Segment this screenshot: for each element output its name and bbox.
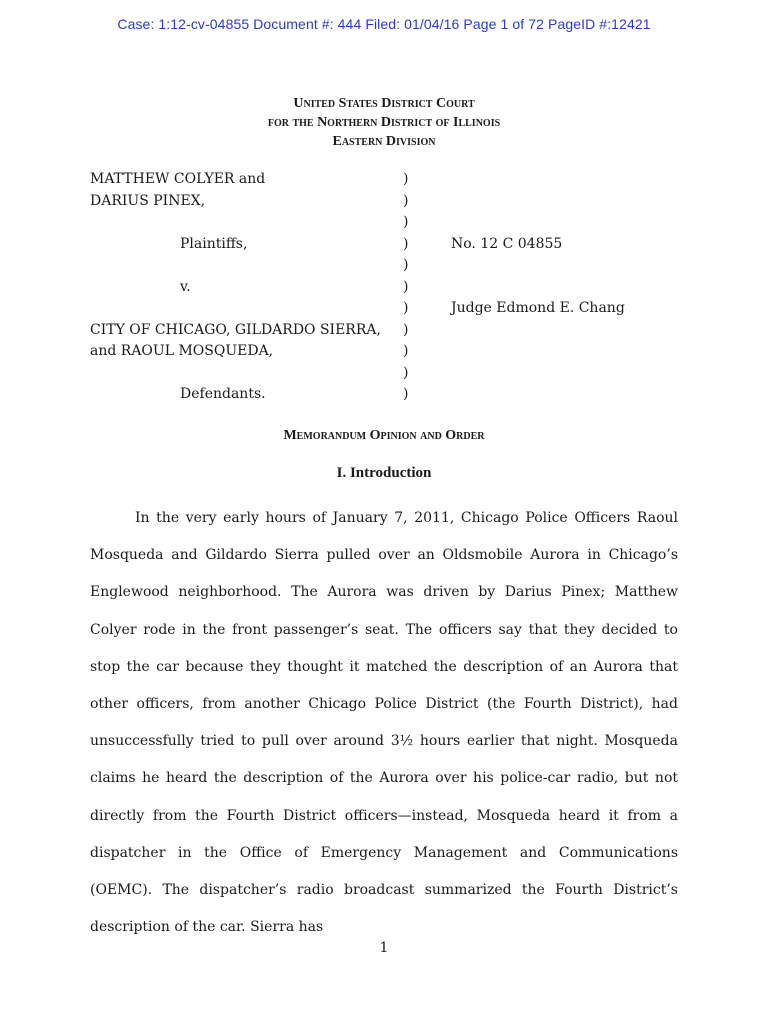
body-text bbox=[90, 500, 678, 946]
court-name-line: United States District Court bbox=[293, 96, 475, 111]
court-heading bbox=[0, 94, 768, 151]
caption-paren: ) bbox=[403, 343, 409, 359]
caption-line: Defendants. bbox=[180, 386, 266, 402]
caption-line: and RAOUL MOSQUEDA, bbox=[90, 343, 274, 359]
caption-line: CITY OF CHICAGO, GILDARDO SIERRA, bbox=[90, 321, 381, 338]
caption-paren: ) bbox=[403, 364, 409, 381]
caption-paren: ) bbox=[403, 235, 409, 252]
caption-paren-column bbox=[403, 169, 417, 406]
caption-line: DARIUS PINEX, bbox=[90, 192, 206, 209]
caption-paren: ) bbox=[403, 386, 409, 402]
caption-line bbox=[90, 298, 402, 320]
body-paragraph: In the very early hours of January 7, 2011, Chicago Police Officers Raoul Mosqueda and Gildardo Sierra pulled over an Oldsmobile Aurora in Chicago’s Englewood neighborhood. The Aurora was driven by Darius Pinex; Matthew Colyer rode in the front passenger’s seat. The officers say that they decided to stop the car because they thought it matched the description of an Aurora that other officers, from another Chicago Police District (the Fourth District), had unsuccessfully tried to pull over around 3½ hours earlier that night. Mosqueda claims he heard the description of the Aurora over his police-car radio, but not directly from the Fourth District officers—instead, Mosqueda heard it from a dispatcher in the Office of Emergency Management and Communications (OEMC). The dispatcher’s radio broadcast summarized the Fourth District’s description of the car. Sierra has bbox=[90, 510, 678, 936]
caption-line bbox=[90, 255, 402, 277]
judge-name: Judge Edmond E. Chang bbox=[451, 300, 625, 316]
caption-paren: ) bbox=[403, 321, 409, 338]
caption-parties bbox=[90, 169, 402, 406]
court-division-line: Eastern Division bbox=[332, 134, 436, 149]
caption-paren: ) bbox=[403, 278, 409, 295]
caption-line bbox=[90, 212, 402, 234]
caption-case-info bbox=[451, 169, 691, 320]
caption-paren: ) bbox=[403, 257, 409, 273]
caption-paren: ) bbox=[403, 214, 409, 230]
caption-paren: ) bbox=[403, 300, 409, 316]
document-title: Memorandum Opinion and Order bbox=[283, 428, 485, 443]
case-number: No. 12 C 04855 bbox=[451, 235, 563, 252]
section-heading: I. Introduction bbox=[336, 465, 432, 481]
case-caption bbox=[90, 169, 690, 409]
caption-line bbox=[90, 363, 402, 385]
page-number: 1 bbox=[379, 940, 389, 956]
caption-line: MATTHEW COLYER and bbox=[90, 171, 266, 187]
court-district-line: for the Northern District of Illinois bbox=[267, 115, 501, 130]
caption-paren: ) bbox=[403, 192, 409, 209]
caption-paren: ) bbox=[403, 171, 409, 187]
caption-line: v. bbox=[180, 278, 191, 295]
caption-line: Plaintiffs, bbox=[180, 235, 248, 252]
case-header-stamp: Case: 1:12-cv-04855 Document #: 444 Filed: 01/04/16 Page 1 of 72 PageID #:12421 bbox=[117, 16, 651, 32]
